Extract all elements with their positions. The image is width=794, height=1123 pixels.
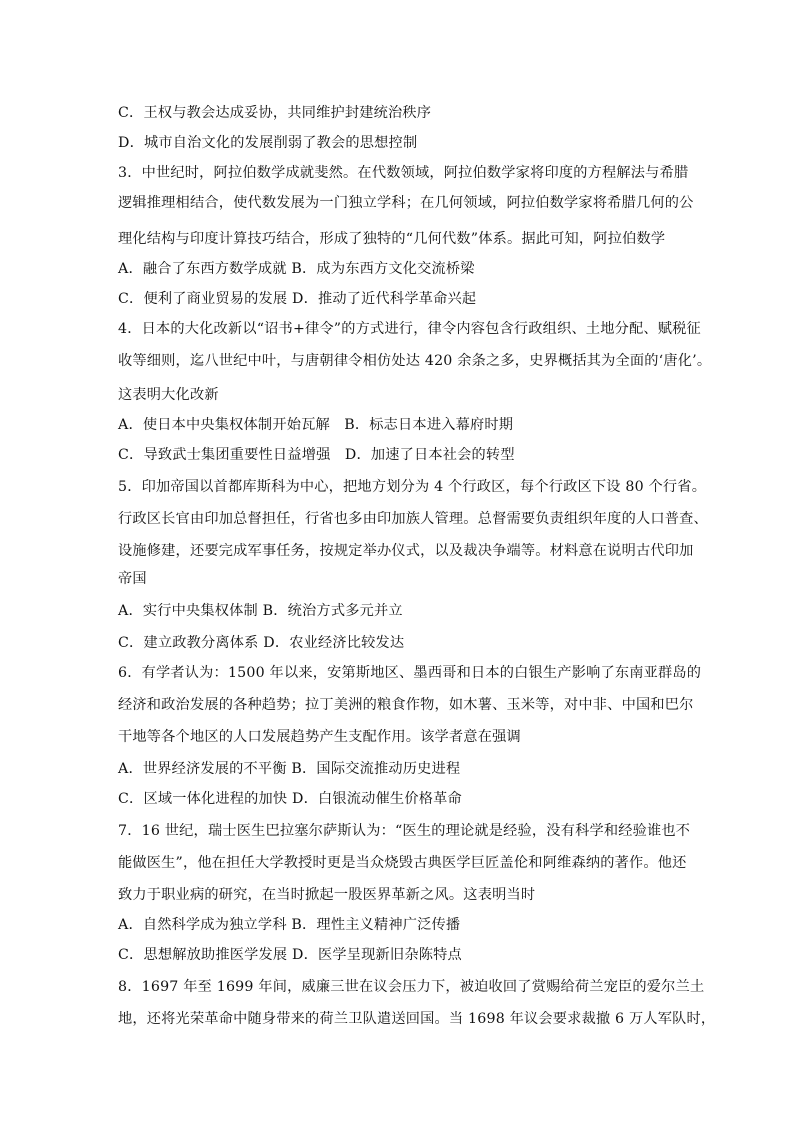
question-8-text: 地，还将光荣革命中随身带来的荷兰卫队遣送回国。当 1698 年议会要求裁撤 6 万人军队时， bbox=[118, 1011, 716, 1027]
question-3-options-cd: C．便利了商业贸易的发展 D．推动了近代科学革命兴起 bbox=[118, 291, 477, 307]
question-5-text: 5．印加帝国以首都库斯科为中心，把地方划分为 4 个行政区，每个行政区下设 80 个行省。 bbox=[118, 479, 707, 495]
question-3-text: 理化结构与印度计算技巧结合，形成了独特的“几何代数”体系。据此可知，阿拉伯数学 bbox=[118, 231, 666, 247]
question-4-options-ab: A．使日本中央集权体制开始瓦解 B．标志日本进入幕府时期 bbox=[118, 417, 514, 433]
question-3-text: 逻辑推理相结合，使代数发展为一门独立学科；在几何领域，阿拉伯数学家将希腊几何的公 bbox=[118, 195, 694, 211]
question-7-text: 能做医生”，他在担任大学教授时更是当众烧毁古典医学巨匠盖伦和阿维森纳的著作。他还 bbox=[118, 855, 687, 871]
question-5-text: 设施修建，还要完成军事任务，按规定举办仪式，以及裁决争端等。材料意在说明古代印加 bbox=[118, 543, 694, 559]
question-6-text: 干地等各个地区的人口发展趋势产生支配作用。该学者意在强调 bbox=[118, 729, 521, 745]
question-7-text: 7．16 世纪，瑞士医生巴拉塞尔萨斯认为：“医生的理论就是经验，没有科学和经验谁也不 bbox=[118, 823, 691, 839]
question-4-text: 收等细则，迄八世纪中叶，与唐朝律令相仿处达 420 余条之多，史界概括其为全面的‘唐化’。 bbox=[118, 353, 712, 369]
question-7-text: 致力于职业病的研究，在当时掀起一股医界革新之风。这表明当时 bbox=[118, 887, 536, 903]
option-2d: D．城市自治文化的发展削弱了教会的思想控制 bbox=[118, 135, 418, 151]
question-4-text: 这表明大化改新 bbox=[118, 387, 219, 403]
question-7-options-cd: C．思想解放助推医学发展 D．医学呈现新旧杂陈特点 bbox=[118, 947, 462, 963]
question-5-options-cd: C．建立政教分离体系 D．农业经济比较发达 bbox=[118, 635, 405, 651]
question-7-options-ab: A．自然科学成为独立学科 B．理性主义精神广泛传播 bbox=[118, 917, 461, 933]
question-4-text: 4．日本的大化改新以“诏书+律令”的方式进行，律令内容包含行政组织、土地分配、赋税征 bbox=[118, 321, 701, 337]
question-6-options-ab: A．世界经济发展的不平衡 B．国际交流推动历史进程 bbox=[118, 761, 461, 777]
question-3-text: 3．中世纪时，阿拉伯数学成就斐然。在代数领域，阿拉伯数学家将印度的方程解法与希腊 bbox=[118, 165, 689, 181]
question-6-text: 经济和政治发展的各种趋势；拉丁美洲的粮食作物，如木薯、玉米等，对中非、中国和巴尔 bbox=[118, 697, 694, 713]
question-8-text: 8．1697 年至 1699 年间，威廉三世在议会压力下，被迫收回了赏赐给荷兰宠臣的爱尔兰土 bbox=[118, 979, 705, 995]
question-3-options-ab: A．融合了东西方数学成就 B．成为东西方文化交流桥梁 bbox=[118, 261, 475, 277]
question-5-options-ab: A．实行中央集权体制 B．统治方式多元并立 bbox=[118, 603, 403, 619]
question-6-options-cd: C．区域一体化进程的加快 D．白银流动催生价格革命 bbox=[118, 791, 462, 807]
question-5-text: 帝国 bbox=[118, 571, 147, 587]
option-2c: C．王权与教会达成妥协，共同维护封建统治秩序 bbox=[118, 105, 432, 121]
question-5-text: 行政区长官由印加总督担任，行省也多由印加族人管理。总督需要负责组织年度的人口普查、 bbox=[118, 511, 708, 527]
question-6-text: 6．有学者认为：1500 年以来，安第斯地区、墨西哥和日本的白银生产影响了东南亚群岛的 bbox=[118, 665, 702, 681]
question-4-options-cd: C．导致武士集团重要性日益增强 D．加速了日本社会的转型 bbox=[118, 447, 515, 463]
